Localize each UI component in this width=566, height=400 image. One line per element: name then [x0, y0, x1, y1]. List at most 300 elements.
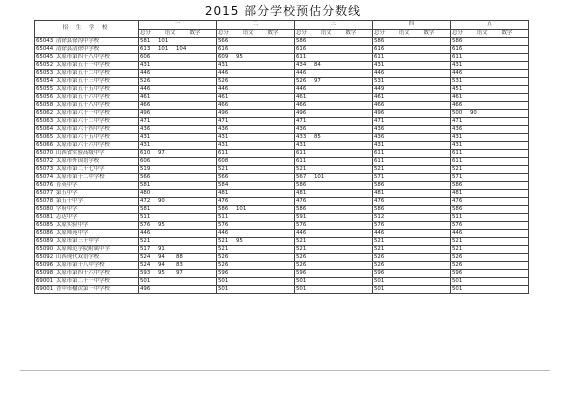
school-code: 65070: [36, 149, 54, 156]
total-score: 476: [374, 197, 385, 204]
school-cell: [35, 166, 139, 174]
score-cell-group-1: [139, 118, 217, 126]
score-cell-group-1: [139, 174, 217, 182]
total-score: 611: [296, 53, 307, 60]
school-name: 太原师范学院附属中学: [56, 245, 110, 252]
score-cell-group-2: [217, 222, 295, 230]
score-cell-group-5: [451, 38, 529, 46]
total-score: 446: [140, 229, 151, 236]
table-row: [35, 278, 529, 286]
table-row: [35, 206, 529, 214]
school-code: 65096: [36, 261, 54, 268]
score-cell-group-3: [295, 238, 373, 246]
total-score: 446: [452, 229, 463, 236]
score-cell-group-4: [373, 222, 451, 230]
table-row: [35, 174, 529, 182]
total-score: 500: [452, 109, 463, 116]
math-score: 104: [176, 45, 187, 52]
header-group-1: 一: [139, 21, 217, 30]
score-cell-group-2: [217, 54, 295, 62]
total-score: 511: [218, 213, 229, 220]
header-group-4: 四: [373, 21, 451, 30]
subcol-label: 语文: [164, 29, 176, 36]
score-cell-group-3: [295, 198, 373, 206]
total-score: 446: [296, 69, 307, 76]
score-cell-group-2: [217, 278, 295, 286]
table-row: [35, 62, 529, 70]
school-cell: [35, 214, 139, 222]
school-cell: [35, 182, 139, 190]
total-score: 584: [218, 181, 229, 188]
chinese-score: 101: [158, 45, 169, 52]
total-score: 566: [218, 173, 229, 180]
school-cell: [35, 238, 139, 246]
school-cell: [35, 54, 139, 62]
total-score: 521: [296, 245, 307, 252]
score-cell-group-5: [451, 246, 529, 254]
total-score: 616: [374, 45, 385, 52]
score-cell-group-3: [295, 182, 373, 190]
total-score: 586: [296, 37, 307, 44]
school-code: 65063: [36, 117, 54, 124]
total-score: 521: [374, 165, 385, 172]
total-score: 446: [296, 85, 307, 92]
score-cell-group-2: [217, 70, 295, 78]
score-cell-group-3: [295, 126, 373, 134]
total-score: 436: [452, 125, 463, 132]
page-title: 2015 部分学校预估分数线: [204, 4, 362, 18]
total-score: 586: [296, 205, 307, 212]
school-name: 太原市第五十一中学校: [56, 61, 110, 68]
total-score: 616: [218, 45, 229, 52]
school-code: 65053: [36, 69, 54, 76]
total-score: 511: [140, 213, 151, 220]
total-score: 586: [452, 205, 463, 212]
math-score: 88: [176, 253, 183, 260]
total-score: 586: [374, 205, 385, 212]
total-score: 521: [452, 165, 463, 172]
score-cell-group-1: [139, 134, 217, 142]
school-code: 65062: [36, 109, 54, 116]
total-score: 501: [296, 285, 307, 292]
score-cell-group-1: [139, 254, 217, 262]
school-name: 清徐县清徐中学校: [56, 45, 100, 52]
total-score: 501: [374, 285, 385, 292]
school-cell: [35, 254, 139, 262]
score-cell-group-1: [139, 158, 217, 166]
school-code: 65052: [36, 61, 54, 68]
school-name: 太原市第十八中学校: [56, 261, 105, 268]
table-row: [35, 238, 529, 246]
chinese-score: 101: [236, 205, 247, 212]
subcol-label: 数学: [423, 29, 435, 36]
school-cell: [35, 102, 139, 110]
school-cell: [35, 278, 139, 286]
total-score: 446: [452, 69, 463, 76]
score-cell-group-3: [295, 94, 373, 102]
total-score: 431: [452, 61, 463, 68]
score-cell-group-4: [373, 78, 451, 86]
school-name: 第五十中学: [56, 197, 83, 204]
total-score: 611: [452, 157, 463, 164]
school-cell: [35, 134, 139, 142]
total-score: 461: [374, 93, 385, 100]
score-cell-group-5: [451, 214, 529, 222]
chinese-score: 94: [158, 261, 165, 268]
total-score: 501: [452, 285, 463, 292]
chinese-score: 97: [314, 77, 321, 84]
header-subcols-1: [139, 29, 217, 38]
total-score: 476: [452, 197, 463, 204]
score-cell-group-3: [295, 118, 373, 126]
school-name: 太原市第六十五中学校: [56, 133, 110, 140]
chinese-score: 95: [158, 221, 165, 228]
score-cell-group-1: [139, 238, 217, 246]
chinese-score: 95: [236, 237, 243, 244]
total-score: 481: [452, 189, 463, 196]
school-name: 太原市第五十六中学校: [56, 93, 110, 100]
total-score: 501: [218, 285, 229, 292]
subcol-label: 语文: [242, 29, 254, 36]
subcol-label: 语文: [476, 29, 488, 36]
total-score: 521: [296, 237, 307, 244]
score-cell-group-4: [373, 118, 451, 126]
school-name: 太原市第六十一中学校: [56, 109, 110, 116]
score-cell-group-5: [451, 206, 529, 214]
total-score: 466: [218, 101, 229, 108]
score-cell-group-3: [295, 230, 373, 238]
page-divider: [20, 370, 550, 371]
score-cell-group-1: [139, 94, 217, 102]
school-code: 65073: [36, 165, 54, 172]
score-cell-group-4: [373, 102, 451, 110]
table-row: [35, 102, 529, 110]
total-score: 433: [296, 133, 307, 140]
total-score: 576: [218, 221, 229, 228]
total-score: 431: [218, 133, 229, 140]
school-cell: [35, 126, 139, 134]
school-name: 太原市第五十三中学校: [56, 77, 110, 84]
school-code: 65089: [36, 237, 54, 244]
score-cell-group-1: [139, 190, 217, 198]
total-score: 501: [374, 277, 385, 284]
school-code: 65055: [36, 85, 54, 92]
total-score: 471: [452, 117, 463, 124]
school-name: 太原实验中学: [56, 221, 89, 228]
total-score: 501: [218, 277, 229, 284]
table-row: [35, 198, 529, 206]
school-cell: [35, 206, 139, 214]
score-cell-group-3: [295, 38, 373, 46]
total-score: 576: [140, 221, 151, 228]
score-cell-group-5: [451, 262, 529, 270]
total-score: 526: [218, 261, 229, 268]
score-cell-group-1: [139, 270, 217, 278]
subcol-label: 总分: [296, 29, 307, 36]
total-score: 446: [140, 69, 151, 76]
score-cell-group-2: [217, 46, 295, 54]
table-row: [35, 230, 529, 238]
score-cell-group-4: [373, 150, 451, 158]
total-score: 431: [452, 133, 463, 140]
score-cell-group-5: [451, 166, 529, 174]
score-cell-group-1: [139, 166, 217, 174]
chinese-score: 91: [158, 245, 165, 252]
subcol-label: 数学: [345, 29, 357, 36]
total-score: 586: [296, 181, 307, 188]
score-cell-group-3: [295, 110, 373, 118]
chinese-score: 84: [314, 61, 321, 68]
score-cell-group-3: [295, 270, 373, 278]
score-cell-group-4: [373, 166, 451, 174]
score-cell-group-3: [295, 150, 373, 158]
school-cell: [35, 190, 139, 198]
score-cell-group-2: [217, 238, 295, 246]
school-code: 65065: [36, 133, 54, 140]
score-cell-group-5: [451, 46, 529, 54]
score-cell-group-2: [217, 94, 295, 102]
total-score: 446: [374, 229, 385, 236]
school-cell: [35, 62, 139, 70]
school-name: 第五中学: [56, 189, 78, 196]
total-score: 524: [140, 253, 151, 260]
score-cell-group-3: [295, 54, 373, 62]
school-name: 太原市第二十一中学校: [56, 277, 110, 284]
score-cell-group-1: [139, 78, 217, 86]
school-cell: [35, 262, 139, 270]
total-score: 611: [218, 149, 229, 156]
school-code: 65058: [36, 101, 54, 108]
score-cell-group-1: [139, 38, 217, 46]
score-cell-group-3: [295, 222, 373, 230]
score-cell-group-2: [217, 246, 295, 254]
total-score: 517: [140, 245, 151, 252]
score-cell-group-4: [373, 62, 451, 70]
subcol-label: 数学: [267, 29, 279, 36]
total-score: 586: [452, 181, 463, 188]
total-score: 496: [296, 109, 307, 116]
score-cell-group-1: [139, 54, 217, 62]
score-cell-group-5: [451, 182, 529, 190]
total-score: 466: [452, 101, 463, 108]
school-code: 69001: [36, 277, 54, 284]
score-cell-group-5: [451, 278, 529, 286]
chinese-score: 101: [314, 173, 325, 180]
total-score: 608: [218, 157, 229, 164]
score-cell-group-3: [295, 62, 373, 70]
total-score: 431: [374, 61, 385, 68]
subcol-label: 数学: [501, 29, 513, 36]
score-cell-group-4: [373, 206, 451, 214]
score-cell-group-2: [217, 230, 295, 238]
total-score: 471: [374, 117, 385, 124]
total-score: 521: [374, 245, 385, 252]
score-cell-group-3: [295, 246, 373, 254]
score-cell-group-4: [373, 134, 451, 142]
score-cell-group-2: [217, 254, 295, 262]
total-score: 431: [296, 141, 307, 148]
table-row: [35, 46, 529, 54]
score-cell-group-3: [295, 46, 373, 54]
score-cell-group-5: [451, 142, 529, 150]
total-score: 586: [452, 37, 463, 44]
table-body: [35, 38, 529, 294]
total-score: 521: [218, 165, 229, 172]
table-row: [35, 78, 529, 86]
total-score: 526: [296, 261, 307, 268]
total-score: 446: [374, 69, 385, 76]
total-score: 586: [218, 205, 229, 212]
score-cell-group-5: [451, 86, 529, 94]
header-subcols-2: [217, 29, 295, 38]
score-cell-group-2: [217, 174, 295, 182]
score-cell-group-5: [451, 238, 529, 246]
score-cell-group-2: [217, 62, 295, 70]
total-score: 481: [374, 189, 385, 196]
school-name: 太原市第五十二中学校: [56, 69, 110, 76]
school-code: 65098: [36, 269, 54, 276]
total-score: 609: [218, 53, 229, 60]
score-cell-group-1: [139, 214, 217, 222]
score-cell-group-2: [217, 182, 295, 190]
total-score: 449: [374, 85, 385, 92]
total-score: 431: [218, 141, 229, 148]
school-name: 太原市外国语学校: [56, 157, 100, 164]
total-score: 496: [374, 109, 385, 116]
school-code: 65081: [36, 213, 54, 220]
score-cell-group-3: [295, 254, 373, 262]
score-cell-group-4: [373, 46, 451, 54]
total-score: 431: [140, 61, 151, 68]
chinese-score: 90: [158, 197, 165, 204]
school-cell: [35, 110, 139, 118]
score-cell-group-3: [295, 278, 373, 286]
total-score: 616: [452, 45, 463, 52]
score-cell-group-2: [217, 150, 295, 158]
score-cell-group-1: [139, 86, 217, 94]
total-score: 446: [218, 69, 229, 76]
score-cell-group-1: [139, 62, 217, 70]
total-score: 471: [140, 117, 151, 124]
score-cell-group-5: [451, 78, 529, 86]
school-code: 65090: [36, 245, 54, 252]
score-cell-group-4: [373, 278, 451, 286]
score-cell-group-1: [139, 142, 217, 150]
score-cell-group-3: [295, 190, 373, 198]
total-score: 519: [140, 165, 151, 172]
total-score: 431: [374, 141, 385, 148]
score-cell-group-5: [451, 62, 529, 70]
header-school: 招 生 学 校: [35, 21, 139, 38]
total-score: 531: [374, 77, 385, 84]
total-score: 471: [296, 117, 307, 124]
header-subcols-3: [295, 29, 373, 38]
total-score: 611: [452, 53, 463, 60]
total-score: 576: [452, 221, 463, 228]
school-cell: [35, 118, 139, 126]
total-score: 526: [296, 253, 307, 260]
score-cell-group-2: [217, 166, 295, 174]
total-score: 526: [374, 253, 385, 260]
total-score: 526: [296, 77, 307, 84]
table-row: [35, 142, 529, 150]
table-row: [35, 86, 529, 94]
score-cell-group-4: [373, 70, 451, 78]
table-row: [35, 166, 529, 174]
chinese-score: 101: [158, 37, 169, 44]
score-cell-group-1: [139, 46, 217, 54]
score-cell-group-4: [373, 286, 451, 294]
total-score: 481: [296, 189, 307, 196]
score-cell-group-4: [373, 238, 451, 246]
score-cell-group-5: [451, 150, 529, 158]
table-row: [35, 246, 529, 254]
school-name: 太原市第六十六中学校: [56, 141, 110, 148]
score-cell-group-1: [139, 102, 217, 110]
school-name: 太原师苑中学: [56, 229, 89, 236]
total-score: 436: [140, 125, 151, 132]
school-name: 学府中学: [56, 205, 78, 212]
score-cell-group-5: [451, 70, 529, 78]
total-score: 434: [296, 61, 307, 68]
score-cell-group-3: [295, 86, 373, 94]
header-group-5: 五: [451, 21, 529, 30]
subcol-label: 数学: [189, 29, 201, 36]
total-score: 524: [140, 261, 151, 268]
total-score: 613: [140, 45, 151, 52]
score-cell-group-4: [373, 142, 451, 150]
table-row: [35, 254, 529, 262]
subcol-label: 语文: [398, 29, 410, 36]
total-score: 521: [218, 245, 229, 252]
school-name: 太原市第六十四中学校: [56, 125, 110, 132]
table-row: [35, 110, 529, 118]
total-score: 576: [296, 221, 307, 228]
total-score: 521: [452, 245, 463, 252]
school-name: 太原市第五十五中学校: [56, 85, 110, 92]
total-score: 566: [218, 37, 229, 44]
total-score: 431: [452, 141, 463, 148]
score-cell-group-2: [217, 118, 295, 126]
score-cell-group-3: [295, 142, 373, 150]
total-score: 596: [374, 269, 385, 276]
total-score: 446: [140, 85, 151, 92]
school-cell: [35, 158, 139, 166]
table-row: [35, 118, 529, 126]
score-cell-group-2: [217, 86, 295, 94]
math-score: 83: [176, 261, 183, 268]
total-score: 521: [374, 237, 385, 244]
score-cell-group-4: [373, 38, 451, 46]
total-score: 466: [296, 101, 307, 108]
table-row: [35, 94, 529, 102]
total-score: 606: [140, 157, 151, 164]
total-score: 571: [452, 173, 463, 180]
total-score: 611: [374, 149, 385, 156]
school-code: 65085: [36, 221, 54, 228]
score-cell-group-2: [217, 110, 295, 118]
school-cell: [35, 94, 139, 102]
table-row: [35, 214, 529, 222]
total-score: 521: [140, 237, 151, 244]
score-cell-group-3: [295, 262, 373, 270]
score-cell-group-3: [295, 206, 373, 214]
school-name: 山西省实验高级中学: [56, 149, 105, 156]
score-cell-group-5: [451, 102, 529, 110]
score-cell-group-4: [373, 86, 451, 94]
school-cell: [35, 230, 139, 238]
score-cell-group-3: [295, 174, 373, 182]
